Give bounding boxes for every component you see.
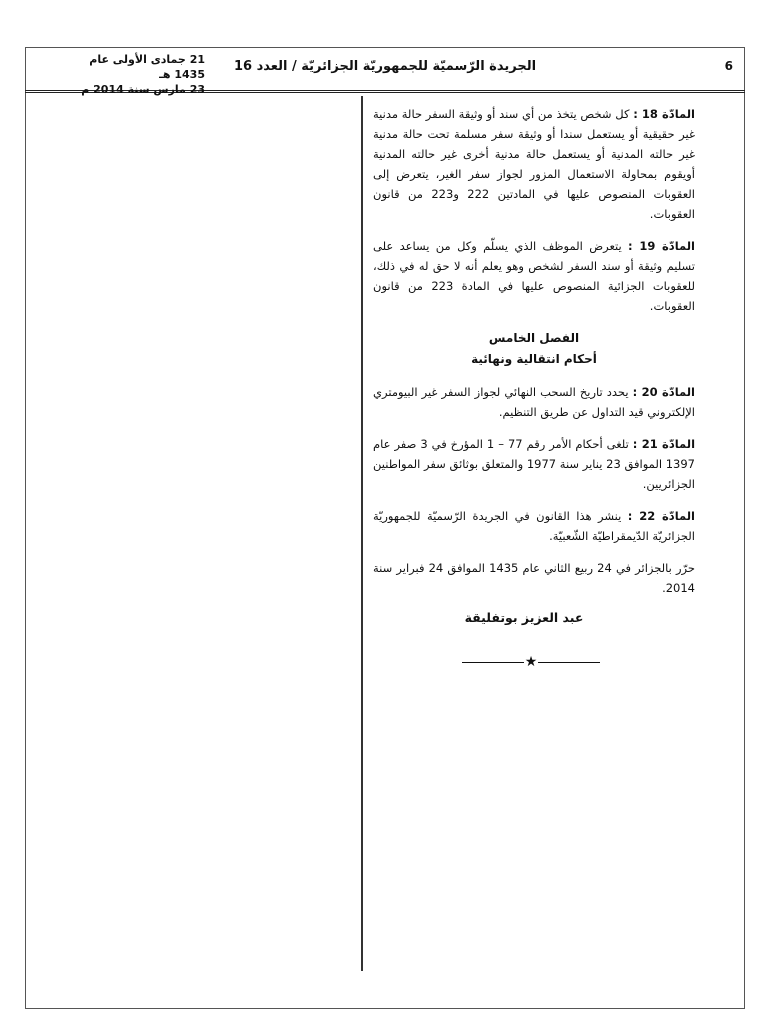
end-ornament: [462, 652, 600, 672]
issue-date: [55, 52, 205, 97]
chapter-number: الفصل الخامس: [488, 331, 580, 345]
closing-statement: حرّر بالجزائر في 24 ربيع الثاني عام 1435 الموافق 24 فبراير سنة 2014.: [373, 561, 696, 595]
hijri-date: 21 جمادى الأولى عام 1435 هـ: [89, 53, 205, 81]
article-label: المادّة 19 :: [628, 239, 696, 253]
gregorian-date: 23 مارس سنة 2014 م: [81, 83, 205, 96]
journal-title: الجريدة الرّسميّة للجمهوريّة الجزائريّة / العدد 16: [233, 59, 537, 74]
article-label: المادّة 22 :: [627, 509, 695, 523]
signature: عبد العزيز بوتفليقة: [464, 610, 584, 625]
article-text: ينشر هذا القانون في الجريدة الرّسميّة للجمهوريّة الجزائريّة الدّيمقراطيّة الشّعبيّة.: [373, 509, 695, 543]
ornament-line-left: [462, 662, 524, 663]
page-header: [25, 47, 745, 96]
article-label: المادّة 18 :: [633, 107, 695, 121]
article-label: المادّة 21 :: [632, 437, 696, 451]
article-text: كل شخص يتخذ من أي سند أو وثيقة السفر حالة مدنية غير حقيقية أو يستعمل سندا أو وثيقة سفر مسلمة تحت حالة مدنية غير حالته المدنية أو يستعمل حالة مدنية أخرى غير حالته المدنية أويقوم بمحاولة الاستعمال المزور لجواز سفر الغير، يتعرض إلى العقوبات المنصوص عليها في المادتين 222 و223 من قانون العقوبات.: [373, 107, 695, 221]
article-label: المادّة 20 :: [632, 385, 695, 399]
ornament-line-right: [538, 662, 600, 663]
chapter-title: أحكام انتقالية ونهائية: [471, 352, 597, 366]
chapter-heading: [373, 328, 695, 370]
article-21: [373, 434, 695, 494]
article-text: يتعرض الموظف الذي يسلّم وكل من يساعد على تسليم وثيقة أو سند السفر لشخص وهو يعلم أنه لا حق له في ذلك، للعقوبات الجزائية المنصوص عليها في المادة 223 من قانون العقوبات.: [373, 239, 695, 313]
star-icon: ★: [524, 654, 538, 670]
article-19: [373, 236, 695, 316]
article-20: [373, 382, 695, 422]
page-number: 6: [724, 59, 733, 73]
article-text: يحدد تاريخ السحب النهائي لجواز السفر غير البيومتري الإلكتروني قيد التداول عن طريق التنظيم.: [373, 385, 695, 419]
column-divider: [361, 96, 363, 971]
article-18: [373, 104, 695, 224]
article-22: [373, 506, 695, 546]
article-text: تلغى أحكام الأمر رقم 77 – 1 المؤرخ في 3 صفر عام 1397 الموافق 23 يناير سنة 1977 والمتعلق بوثائق سفر المواطنين الجزائريين.: [373, 437, 695, 491]
right-column: [373, 104, 695, 628]
